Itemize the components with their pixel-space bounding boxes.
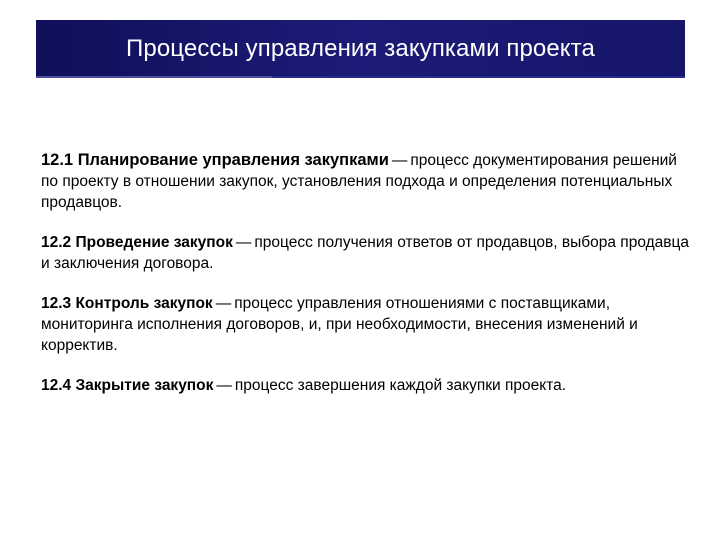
process-description: процесс документирования решений по проекту в отношении закупок, установления подхода и определения потенциальных продавцов. xyxy=(41,152,677,211)
title-underline xyxy=(36,76,272,78)
process-heading: 12.1 Планирование управления закупками xyxy=(41,151,389,169)
process-item-closing xyxy=(41,375,691,396)
process-item-control xyxy=(41,293,691,356)
process-dash: — xyxy=(216,377,232,394)
process-description: процесс управления отношениями с поставщиками, мониторинга исполнения договоров, и, при необходимости, внесения изменений и корректив. xyxy=(41,295,638,354)
process-dash: — xyxy=(235,234,252,251)
title-bar xyxy=(36,20,685,78)
process-heading: 12.4 Закрытие закупок xyxy=(41,377,214,394)
process-dash: — xyxy=(215,295,232,312)
process-description: процесс завершения каждой закупки проекта. xyxy=(234,377,567,394)
process-list xyxy=(41,150,691,415)
process-item-planning xyxy=(41,150,691,213)
process-heading: 12.3 Контроль закупок xyxy=(41,295,213,312)
process-dash: — xyxy=(391,152,408,169)
process-heading: 12.2 Проведение закупок xyxy=(41,234,233,251)
process-item-conduct xyxy=(41,232,691,274)
process-description: процесс получения ответов от продавцов, выбора продавца и заключения договора. xyxy=(41,234,689,272)
slide-title: Процессы управления закупками проекта xyxy=(126,35,595,62)
